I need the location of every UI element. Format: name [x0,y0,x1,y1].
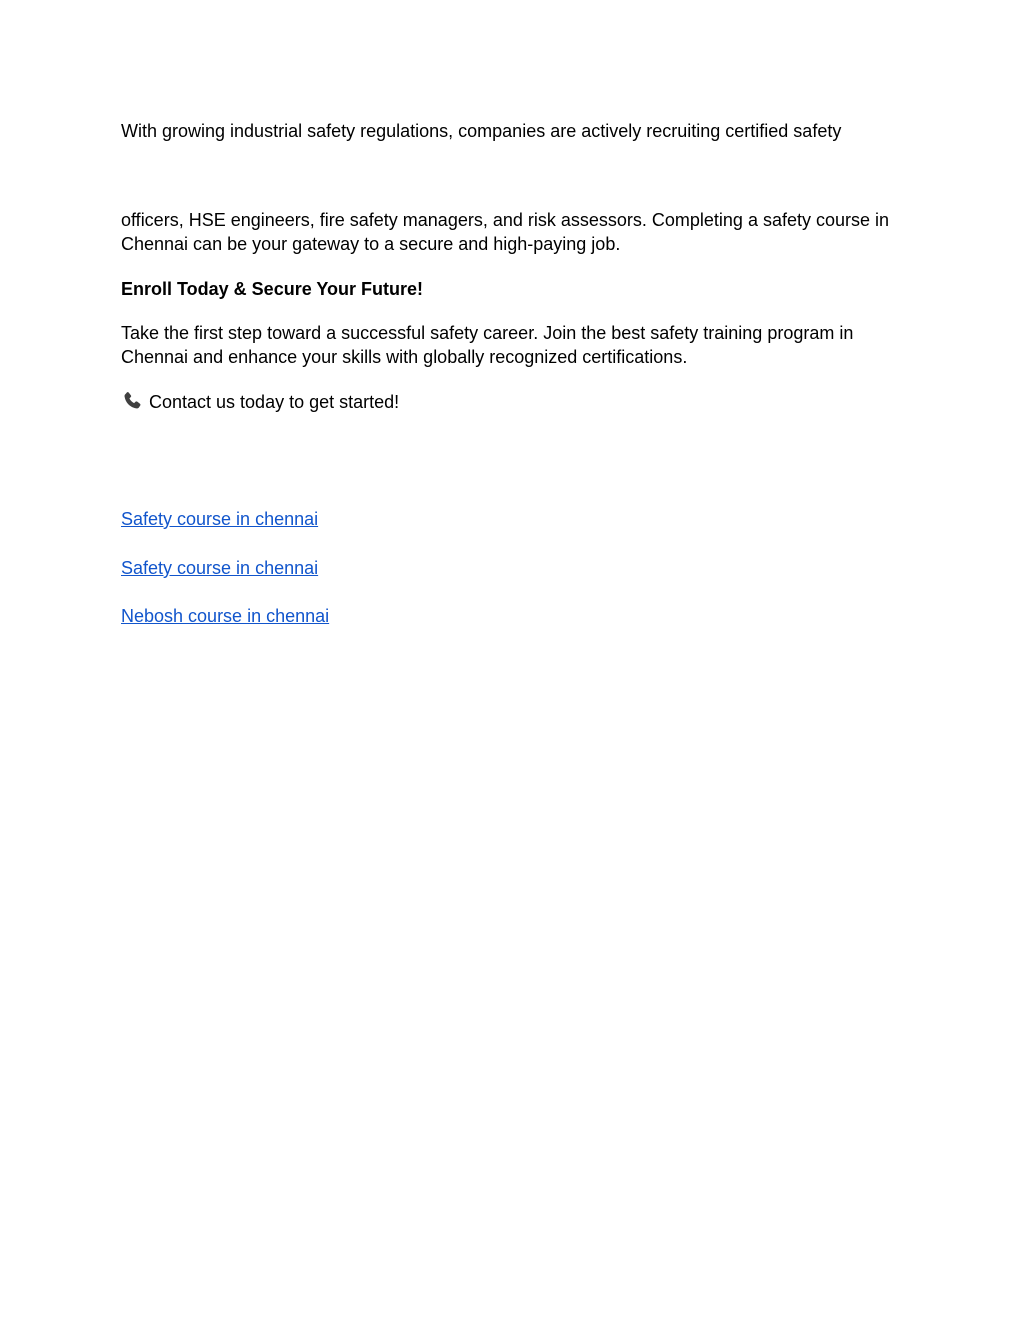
link-safety-course-chennai-2[interactable]: Safety course in chennai [121,558,319,578]
intro-paragraph-continued: officers, HSE engineers, fire safety managers, and risk assessors. Completing a safety course in Chennai can be your gateway to a secure and high-paying job. [121,210,890,254]
contact-line [121,390,911,414]
link-safety-course-chennai-1[interactable]: Safety course in chennai [121,509,319,529]
enroll-heading: Enroll Today & Secure Your Future! [121,279,424,299]
career-paragraph: Take the first step toward a successful safety career. Join the best safety training program in Chennai and enhance your skills with globally recognized certifications. [121,323,854,367]
intro-paragraph-line: With growing industrial safety regulations, companies are actively recruiting certified safety [121,121,842,141]
link-nebosh-course-chennai[interactable]: Nebosh course in chennai [121,606,330,626]
contact-text: Contact us today to get started! [149,392,400,412]
phone-icon [121,390,143,412]
